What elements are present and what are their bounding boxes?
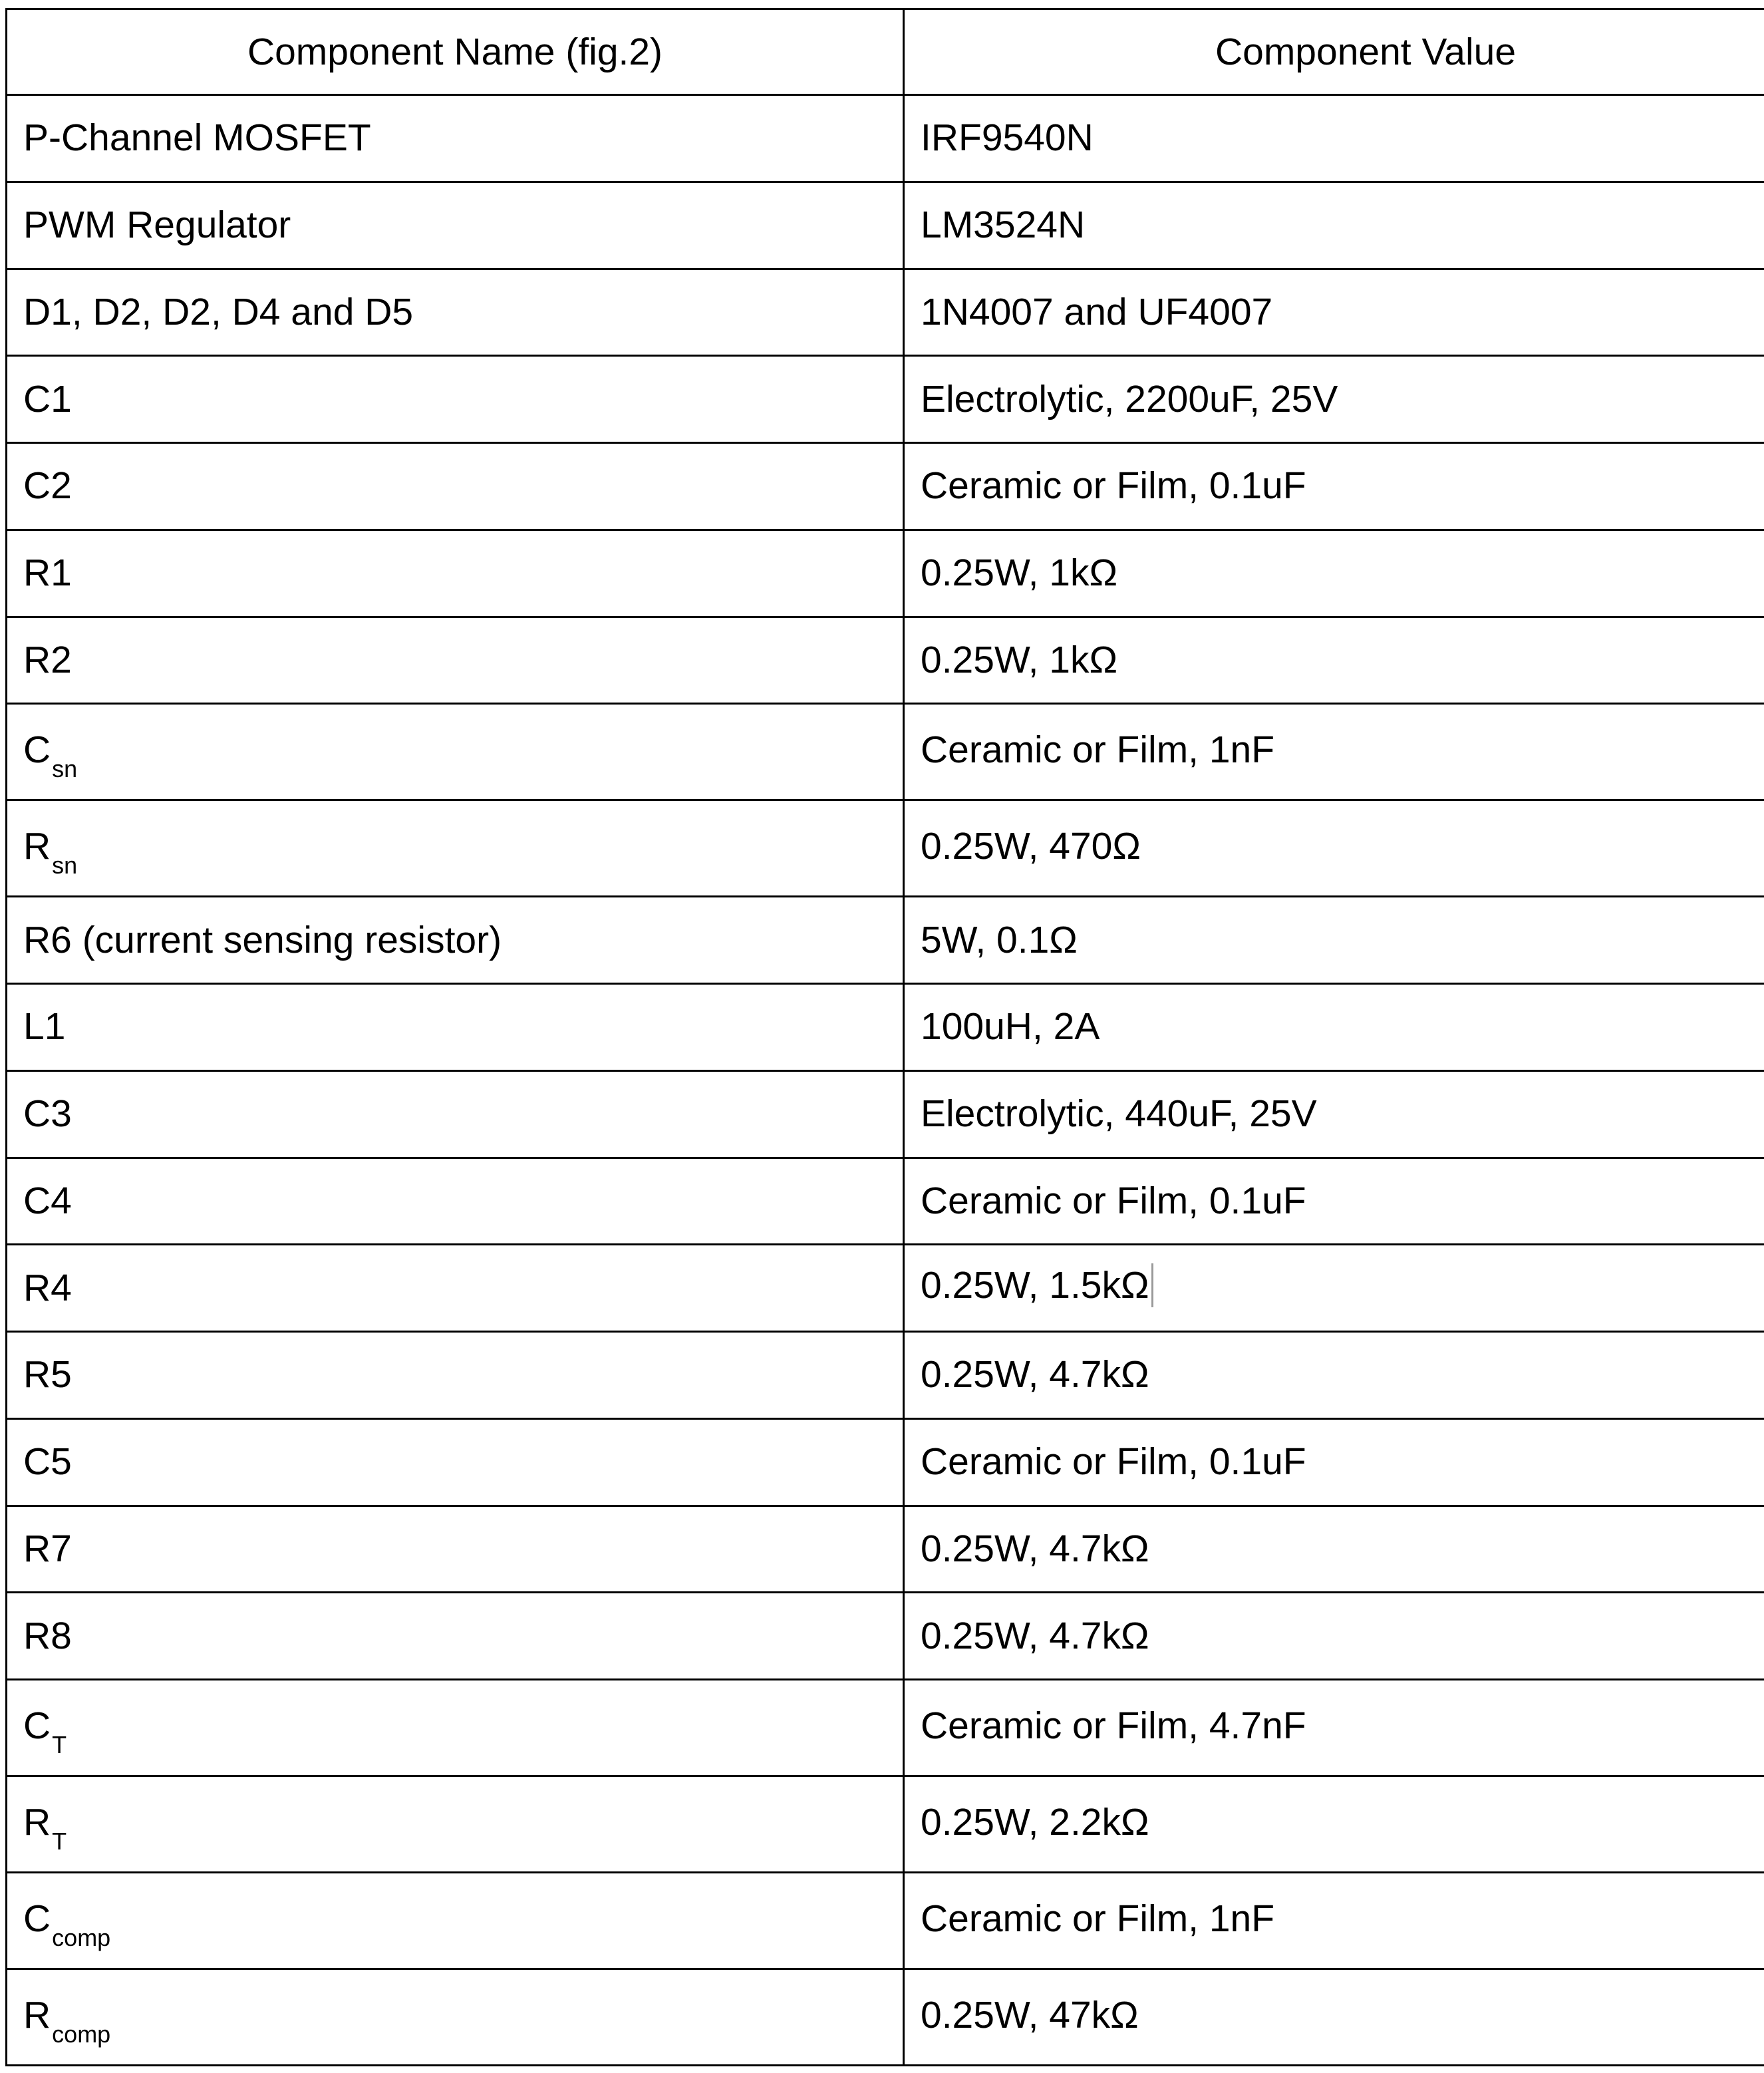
component-value: Electrolytic, 440uF, 25V (921, 1092, 1317, 1136)
component-value-cell[interactable] (904, 1418, 1764, 1506)
component-name: C (23, 1704, 51, 1747)
table-row (7, 1969, 1764, 2066)
table-row (7, 269, 1764, 356)
component-name-cell[interactable] (7, 617, 904, 704)
component-name: C2 (23, 464, 72, 508)
component-name-cell[interactable] (7, 897, 904, 984)
component-name-cell[interactable] (7, 1506, 904, 1593)
component-value-cell[interactable] (904, 356, 1764, 443)
component-name-cell[interactable] (7, 1680, 904, 1776)
table-row (7, 530, 1764, 617)
component-value: Ceramic or Film, 1nF (921, 728, 1275, 771)
table-header-row (7, 9, 1764, 95)
table-row (7, 1418, 1764, 1506)
component-name: C (23, 1897, 51, 1940)
component-name-subscript: sn (52, 754, 78, 782)
component-value-cell[interactable] (904, 1506, 1764, 1593)
component-name: C1 (23, 377, 72, 420)
component-name: R (23, 824, 51, 868)
header-component-name: Component Name (fig.2) (7, 9, 904, 95)
component-value: Ceramic or Film, 4.7nF (921, 1704, 1306, 1747)
component-name-cell[interactable] (7, 1418, 904, 1506)
component-value: Ceramic or Film, 0.1uF (921, 464, 1306, 508)
table-row (7, 1332, 1764, 1419)
component-name: R6 (current sensing resistor) (23, 918, 502, 961)
table-row (7, 897, 1764, 984)
table-row (7, 1245, 1764, 1332)
table-row (7, 984, 1764, 1071)
component-value-cell[interactable] (904, 1332, 1764, 1419)
component-value-cell[interactable] (904, 1593, 1764, 1680)
component-name-cell[interactable] (7, 1245, 904, 1332)
table-row (7, 356, 1764, 443)
component-name: C3 (23, 1092, 72, 1136)
component-value: 0.25W, 1.5kΩ (921, 1264, 1149, 1307)
component-name: PWM Regulator (23, 204, 291, 247)
table-row (7, 95, 1764, 182)
component-value: Electrolytic, 2200uF, 25V (921, 377, 1338, 420)
table-row (7, 1506, 1764, 1593)
component-name: L1 (23, 1005, 66, 1048)
component-name-subscript: sn (52, 851, 78, 879)
component-name-cell[interactable] (7, 1593, 904, 1680)
table-row (7, 1873, 1764, 1969)
component-value: 0.25W, 4.7kΩ (921, 1527, 1149, 1570)
component-name-subscript: T (52, 1730, 67, 1758)
component-name-cell[interactable] (7, 1158, 904, 1245)
component-value: 0.25W, 470Ω (921, 824, 1141, 868)
component-name-cell[interactable] (7, 704, 904, 800)
component-table (5, 8, 1764, 2066)
component-name-cell[interactable] (7, 530, 904, 617)
component-name-cell[interactable] (7, 182, 904, 269)
component-value: 0.25W, 4.7kΩ (921, 1614, 1149, 1657)
component-value-cell[interactable] (904, 182, 1764, 269)
component-name-cell[interactable] (7, 1873, 904, 1969)
component-name-cell[interactable] (7, 984, 904, 1071)
component-value-cell[interactable] (904, 1070, 1764, 1158)
component-value-cell[interactable] (904, 1969, 1764, 2066)
component-name-subscript: comp (52, 2020, 111, 2048)
component-value: Ceramic or Film, 0.1uF (921, 1440, 1306, 1484)
table-row (7, 617, 1764, 704)
component-name: R7 (23, 1527, 72, 1570)
component-value: Ceramic or Film, 1nF (921, 1897, 1275, 1940)
component-value-cell[interactable] (904, 269, 1764, 356)
table-row (7, 1593, 1764, 1680)
component-value: LM3524N (921, 204, 1086, 247)
component-name-cell[interactable] (7, 356, 904, 443)
component-value-cell[interactable] (904, 1158, 1764, 1245)
component-name-cell[interactable] (7, 95, 904, 182)
component-value-cell[interactable] (904, 984, 1764, 1071)
component-value-cell[interactable] (904, 800, 1764, 897)
component-value: 0.25W, 47kΩ (921, 1993, 1139, 2036)
component-name: R8 (23, 1614, 72, 1657)
table-row (7, 1776, 1764, 1873)
component-name: C (23, 728, 51, 771)
component-value-cell[interactable] (904, 1873, 1764, 1969)
component-value: 0.25W, 1kΩ (921, 638, 1118, 681)
component-name-cell[interactable] (7, 1332, 904, 1419)
component-name-cell[interactable] (7, 1969, 904, 2066)
table-row (7, 443, 1764, 530)
table-row (7, 1070, 1764, 1158)
component-name-subscript: T (52, 1827, 67, 1855)
component-value: 100uH, 2A (921, 1005, 1100, 1048)
component-name: C4 (23, 1179, 72, 1222)
component-name-cell[interactable] (7, 800, 904, 897)
component-name-subscript: comp (52, 1923, 111, 1951)
component-name: R (23, 1993, 51, 2036)
component-name: R4 (23, 1266, 72, 1309)
header-component-value: Component Value (904, 9, 1764, 95)
component-value: 0.25W, 2.2kΩ (921, 1800, 1149, 1843)
component-value: 5W, 0.1Ω (921, 918, 1078, 961)
table-row (7, 704, 1764, 800)
component-name: R (23, 1800, 51, 1843)
component-name: P-Channel MOSFET (23, 116, 371, 160)
component-name: R2 (23, 638, 72, 681)
text-cursor (1151, 1263, 1153, 1307)
component-name: R1 (23, 552, 72, 595)
component-name-cell[interactable] (7, 443, 904, 530)
table-body (7, 95, 1764, 2066)
component-value-cell[interactable] (904, 443, 1764, 530)
component-name: C5 (23, 1440, 72, 1484)
component-value: Ceramic or Film, 0.1uF (921, 1179, 1306, 1222)
table-row (7, 182, 1764, 269)
component-value-cell-active[interactable] (904, 1245, 1764, 1332)
component-name: D1, D2, D2, D4 and D5 (23, 290, 414, 333)
table-row (7, 1680, 1764, 1776)
component-value: 1N4007 and UF4007 (921, 290, 1273, 333)
component-value: 0.25W, 1kΩ (921, 552, 1118, 595)
component-value-cell[interactable] (904, 897, 1764, 984)
table-row (7, 1158, 1764, 1245)
component-value-cell[interactable] (904, 704, 1764, 800)
component-value-cell[interactable] (904, 617, 1764, 704)
component-value-cell[interactable] (904, 530, 1764, 617)
component-name-cell[interactable] (7, 1070, 904, 1158)
component-name: R5 (23, 1353, 72, 1396)
component-value: IRF9540N (921, 116, 1094, 160)
component-value-cell[interactable] (904, 1776, 1764, 1873)
component-value: 0.25W, 4.7kΩ (921, 1353, 1149, 1396)
component-name-cell[interactable] (7, 1776, 904, 1873)
table-row (7, 800, 1764, 897)
component-name-cell[interactable] (7, 269, 904, 356)
component-value-cell[interactable] (904, 95, 1764, 182)
component-value-cell[interactable] (904, 1680, 1764, 1776)
